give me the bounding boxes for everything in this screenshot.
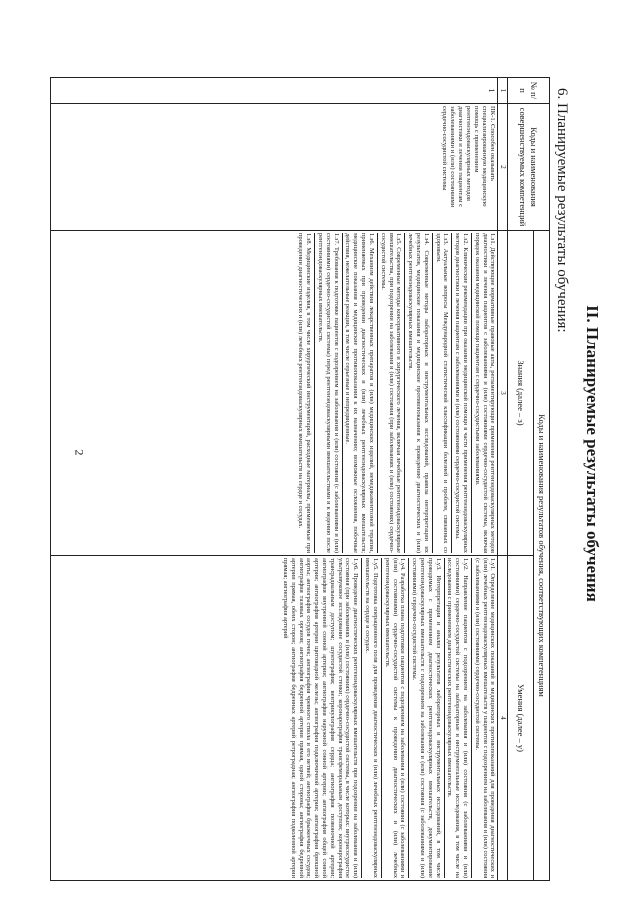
skill-item: 1.у5. Подготовка операционного поля для проведения диагностических и (или) лечебных рентгенэндоваскулярных вмешательств на сердце и сосудах. (361, 558, 379, 878)
col-number-1: 1 (498, 78, 508, 104)
subsection-title: 6. Планируемые результаты обучения: (554, 88, 570, 333)
skill-item: 1.у1. Определение медицинских показаний и медицинских противопоказаний для проведения диагностических и (или) лечебных рентгенэндоваскулярных вмешательств у пациентов с подозрением на заболевания и (или) состояния (с заболеваниями и (или) состояниями) сердечно-сосудистой системы. (471, 558, 496, 878)
header-num: № п/п (508, 78, 550, 104)
knowledge-item: 1.з1. Действующие нормативные правовые акты, регламентирующие применение рентгенэндоваскулярных методов диагностики и лечения пациентов с заболеваниями и (или) состояниями сердечно-сосудистой системы, включая порядок оказания медицинской помощи пациентам с сердечно-сосудистыми заболеваниями. (471, 233, 496, 553)
col-number-2: 2 (498, 104, 508, 231)
skills-cell (51, 556, 498, 881)
learning-outcomes-table (50, 77, 550, 881)
skill-item: 1.у2. Направление пациентов с подозрением на заболевания и (или) состояния (с заболеваниями и (или) состояниями) сердечно-сосудистой системы на лабораторные и инструментальные исследования, в том числе на исследования с применением диагностических рентгенэндоваскулярных вмешательств. (444, 558, 469, 878)
knowledge-item: 1.з8. Медицинские изделия, в том числе хирургический инструментарий, расходные материалы, применяемые при проведении диагностических и (или) лечебных рентгенэндоваскулярных вмешательств на сердце и сосудах. (297, 233, 313, 553)
skill-item: 1.у3. Интерпретация и анализ результатов лабораторных и инструментальных исследований, в том числе проводимых с применением диагностических рентгенэндоваскулярных вмешательств, документирование рентгенэндоваскулярных вмешательств с подозрением на заболевания и (или) состояния (с заболеваниями и (или) состояниями) сердечно-сосудистой системы. (408, 558, 441, 878)
knowledge-cell (51, 231, 498, 556)
skill-item: 1.у4. Разработка плана подготовки пациентов с подозрением на заболевания и (или) состояния (с заболеваниями и (или) состояниями) сердечно-сосудистой системы к проведению диагностических и (или) лечебных рентгенэндоваскулярных вмешательств. (381, 558, 406, 878)
header-competence-codes: Коды и наименования совершенствуемых компетенций (508, 104, 550, 231)
col-number-4: 4 (498, 556, 508, 881)
table-row (51, 78, 498, 881)
header-knowledge: Знания (далее – з) (508, 231, 534, 556)
competence-cell: ПК-1. Способен оказывать специализированную медицинскую помощь с применением рентгенэндоваскулярных методов диагностики и лечения пациентам с заболеваниями и (или) состояниями сердечно-сосудистой системы (51, 104, 498, 231)
knowledge-item: 1.з7. Требования к подготовке пациентов с подозрением на заболевания и (или) состояния (с заболеваниями и (или) состояниями) сердечно-сосудистой системы) перед рентгенэндоваскулярными вмешательствами и к ведению после рентгенэндоваскулярных вмешательств. (314, 233, 339, 553)
page-number: 2 (72, 449, 87, 456)
section-title: II. Планируемые результаты обучения (583, 305, 602, 602)
knowledge-item: 1.з2. Клинические рекомендации при оказании медицинской помощи в части применения рентгенэндоваскулярных методов диагностики и лечения пациентам с заболеваниями и (или) состояниями сердечно-сосудистой системы. (451, 233, 469, 553)
col-number-3: 3 (498, 231, 508, 556)
knowledge-item: 1.з5. Современные методы консервативного и хирургического лечения, включая лечебные рентгенэндоваскулярные вмешательства, при подозрении на заболевания и (или) состояния (при заболеваниях и (или) состояниях) сердечно-сосудистой системы. (377, 233, 402, 553)
knowledge-item: 1.з6. Механизм действия лекарственных препаратов и (или) медицинских изделий, немедикаментозной терапии, применяемых при проведении диагностических и (или) лечебных рентгенэндоваскулярных вмешательств; медицинские показания и медицинские противопоказания к их назначению; возможные осложнения, побочные действия, нежелательные реакции, в том числе серьезные и непредвиденные. (342, 233, 375, 553)
row-number: 1 (51, 78, 498, 104)
knowledge-item: 1.з3. Актуальные вопросы Международной статистической классификации болезней и проблем, связанных со здоровьем. (432, 233, 450, 553)
header-skills: Умения (далее – у) (508, 556, 534, 881)
header-results-group: Коды и наименования результатов обучения, соответствующих компетенциям (534, 231, 550, 881)
skill-item: 1.у6. Проведение диагностических рентгенэндоваскулярных вмешательств при подозрении на заболевания и (или) состояния (при заболеваниях и (или) состояниях) сердечно-сосудистой системы, в числе которых: внутрисосудистое ультразвуковое исследование сосудистой стенки; коронарография трансфеморальным доступом; коронарография трансрадиальным доступом; шунтография; вентрикулография сердца; ангиография позвоночной артерии; ангиография внутренней сонной артерии; ангиография наружной сонной артерии; ангиография общей сонной артерии; ангиография артерии щитовидной железы; ангиография подключичной артерии; ангиография брюшной аорты; ангиография сосудов почек; ангиография чревного ствола и его ветвей; ангиография брыжеечных сосудов; ангиография тазовых органов; ангиография бедренной артерии прямая, одной стороны; ангиография бедренной артерии прямая, обеих сторон; ангиография бедренных артерий ретроградная; ангиография подколенной артерии прямая; ангиография артерий (281, 558, 360, 879)
knowledge-item: 1.з4. Современные методы лабораторных и инструментальных исследований, правила интерпретации их результатов, медицинские показания и медицинские противопоказания к проведению диагностических и (или) лечебных рентгенэндоваскулярных вмешательств. (404, 233, 429, 553)
